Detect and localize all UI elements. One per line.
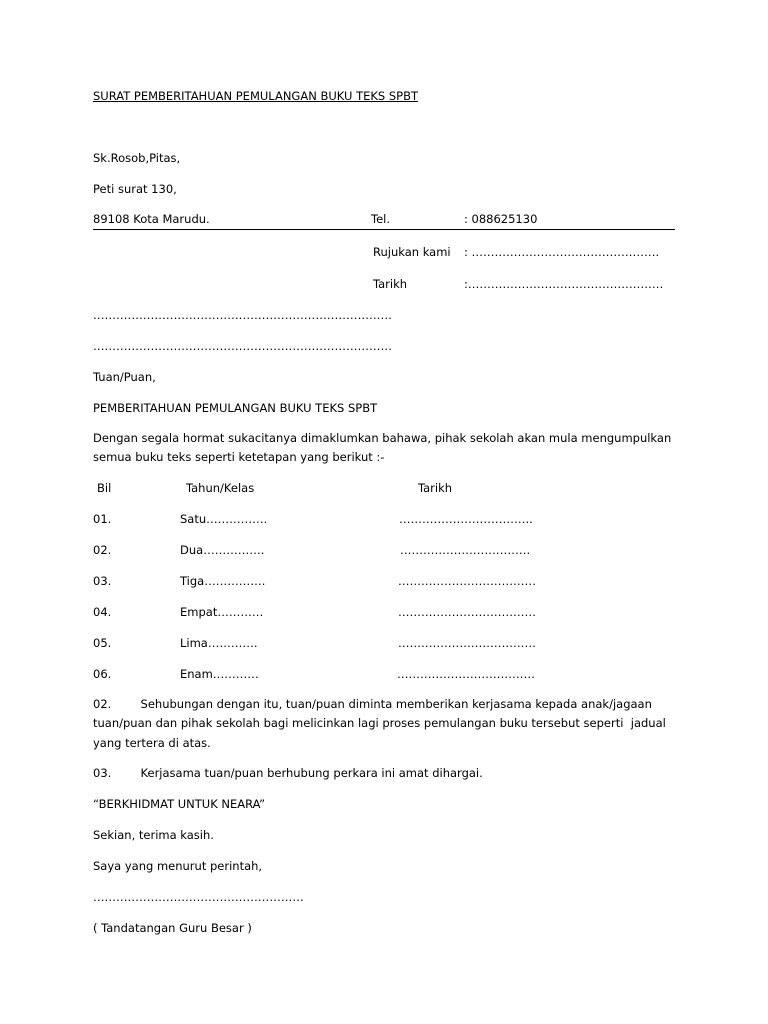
signature-line: ………………………………………………. [93,890,304,904]
recipient-line-2: …………………………………………………………………… [93,339,392,353]
tel-value: : 088625130 [464,212,538,226]
header-divider [93,229,675,230]
address-line-2: Peti surat 130, [93,182,177,196]
address-line-3: 89108 Kota Marudu. [93,212,210,226]
motto: “BERKHIDMAT UNTUK NEARA” [93,797,266,811]
table-row-tarikh: ……………………………… [397,667,535,681]
table-row-bil: 06. [93,667,112,681]
tarikh-value: :…………………………………………… [464,277,664,291]
table-row-bil: 01. [93,512,112,526]
table-row-bil: 03. [93,574,112,588]
table-row-kelas: Dua……………. [180,543,265,557]
table-row-bil: 05. [93,636,112,650]
subject: PEMBERITAHUAN PEMULANGAN BUKU TEKS SPBT [93,401,378,415]
tel-label: Tel. [371,212,390,226]
rujukan-value: : …………………………………………. [464,245,660,259]
paragraph-2-line-2: tuan/puan dan pihak sekolah bagi melicinkan lagi proses pemulangan buku tersebut seperti jadual [93,716,666,730]
tarikh-label: Tarikh [373,277,408,291]
table-row-kelas: Lima…………. [180,636,258,650]
intro-line-2: semua buku teks seperti ketetapan yang berikut :- [93,450,385,464]
table-header-kelas: Tahun/Kelas [186,481,255,495]
rujukan-label: Rujukan kami [373,245,451,259]
table-row-kelas: Satu……………. [180,512,268,526]
table-row-tarikh: ……………………………… [398,605,536,619]
paragraph-2-line-1: 02. Sehubungan dengan itu, tuan/puan diminta memberikan kerjasama kepada anak/jagaan [93,697,652,711]
signature-caption: ( Tandatangan Guru Besar ) [93,921,252,935]
intro-line-1: Dengan segala hormat sukacitanya dimaklumkan bahawa, pihak sekolah akan mula mengumpulkan [93,431,672,445]
recipient-line-1: …………………………………………………………………… [93,308,392,322]
letter-title: SURAT PEMBERITAHUAN PEMULANGAN BUKU TEKS SPBT [93,89,419,103]
table-row-kelas: Enam………… [180,667,259,681]
paragraph-3: 03. Kerjasama tuan/puan berhubung perkara ini amat dihargai. [93,766,483,780]
closing: Sekian, terima kasih. [93,828,214,842]
table-row-bil: 02. [93,543,112,557]
table-header-bil: Bil [97,481,112,495]
paragraph-2-line-3: yang tertera di atas. [93,736,211,750]
table-header-tarikh: Tarikh [418,481,453,495]
table-row-tarikh: ……………………………. [400,543,531,557]
address-line-1: Sk.Rosob,Pitas, [93,151,181,165]
table-row-tarikh: …………………………….. [399,512,533,526]
table-row-bil: 04. [93,605,112,619]
table-row-tarikh: ……………………………… [398,636,536,650]
table-row-tarikh: ……………………………… [398,574,536,588]
table-row-kelas: Empat………… [180,605,264,619]
table-row-kelas: Tiga……………. [180,574,266,588]
salutation: Tuan/Puan, [93,370,156,384]
signoff: Saya yang menurut perintah, [93,859,263,873]
